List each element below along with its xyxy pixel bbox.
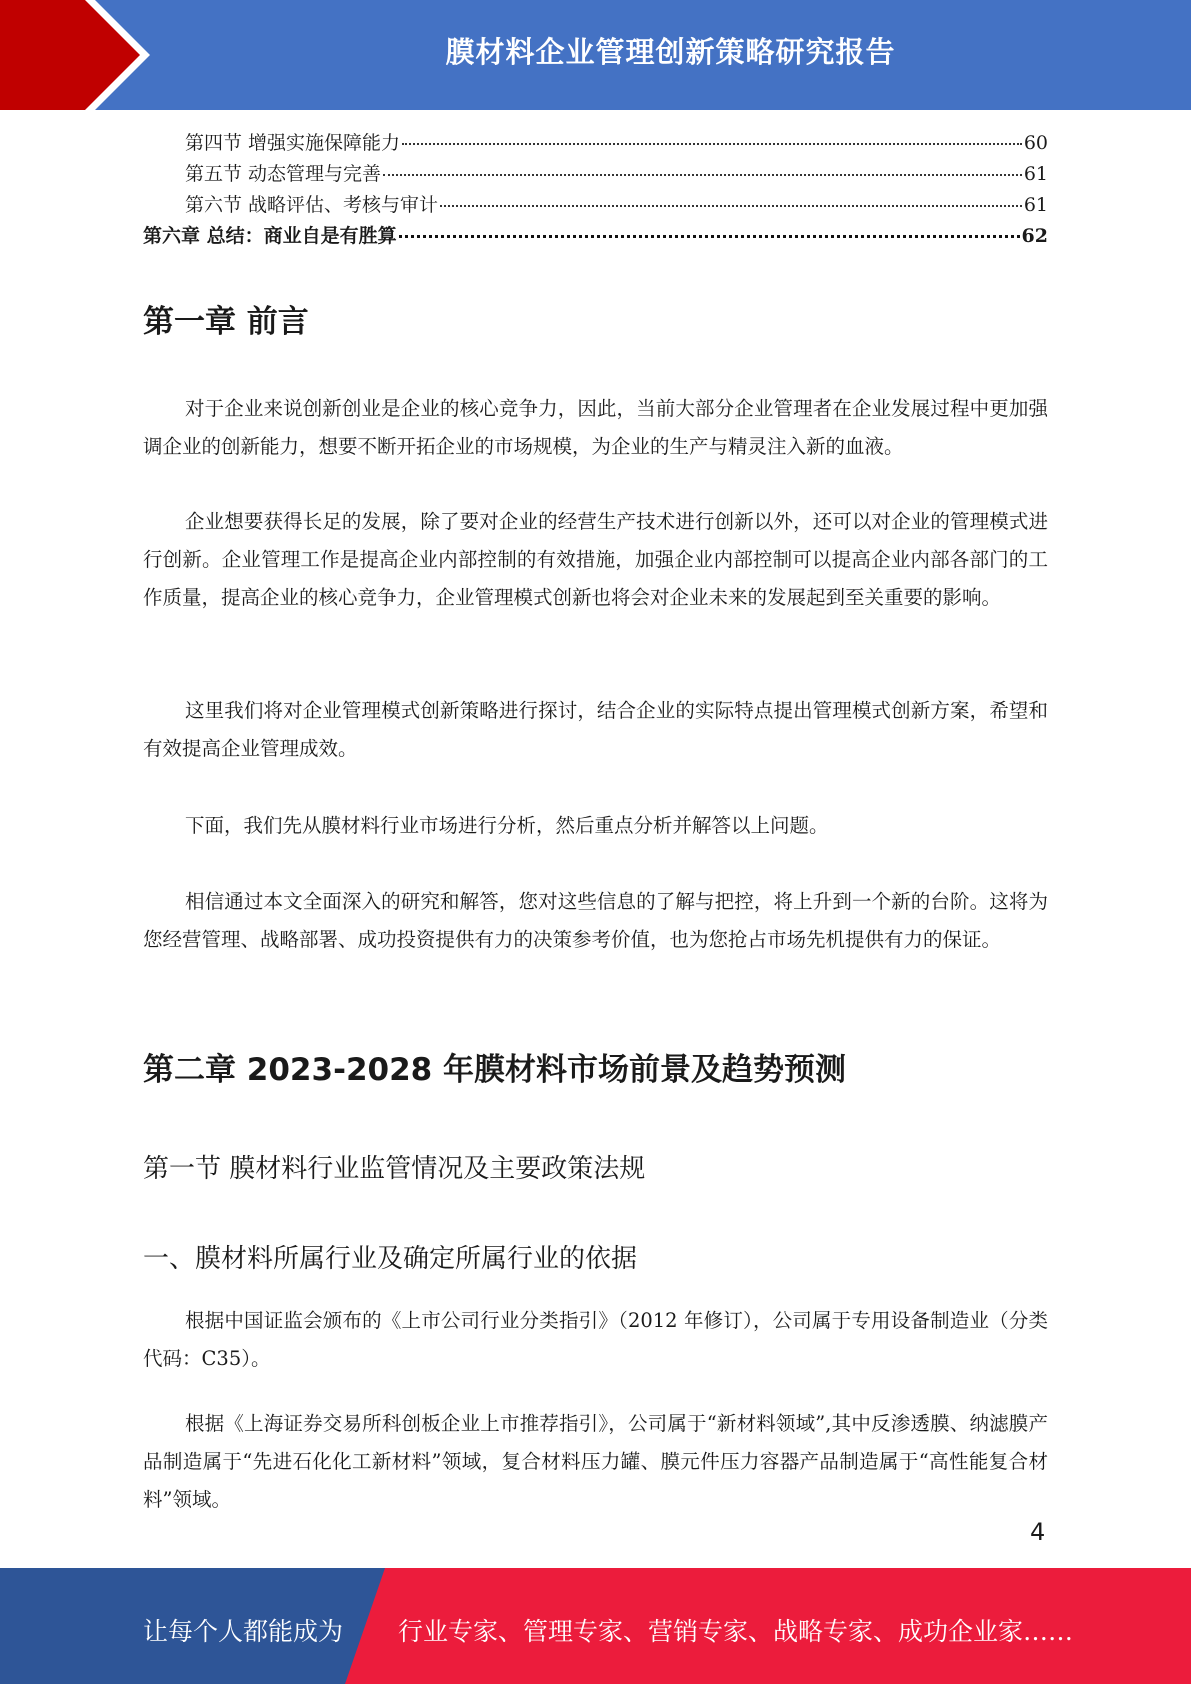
footer-slogan-right: 行业专家、管理专家、营销专家、战略专家、成功企业家…… (398, 1617, 1074, 1646)
body-paragraph: 这里我们将对企业管理模式创新策略进行探讨，结合企业的实际特点提出管理模式创新方案，希望和有效提高企业管理成效。 (143, 699, 1048, 760)
header-title: 膜材料企业管理创新策略研究报告 (445, 35, 896, 69)
body-paragraph: 对于企业来说创新创业是企业的核心竞争力，因此，当前大部分企业管理者在企业发展过程中更加强调企业的创新能力，想要不断开拓企业的市场规模，为企业的生产与精灵注入新的血液。 (143, 397, 1048, 458)
toc-entry[interactable] (143, 128, 1048, 158)
toc-leader-dots (440, 205, 1022, 207)
toc-entry-text: 第五节 动态管理与完善 (185, 163, 382, 185)
toc-entry[interactable] (143, 159, 1048, 189)
chapter-title: 第二章 2023-2028 年膜材料市场前景及趋势预测 (143, 1052, 847, 1088)
toc-entry-page: 62 (1021, 225, 1048, 247)
page-header (0, 0, 1191, 110)
page-number: 4 (1030, 1518, 1046, 1546)
header-arrow-decoration (0, 0, 160, 110)
section-title: 第一节 膜材料行业监管情况及主要政策法规 (143, 1154, 646, 1184)
footer-slogan-left: 让每个人都能成为 (143, 1617, 344, 1646)
body-paragraph: 下面，我们先从膜材料行业市场进行分析，然后重点分析并解答以上问题。 (185, 814, 829, 837)
subsection-title: 一、膜材料所属行业及确定所属行业的依据 (143, 1244, 638, 1274)
toc-entry-text: 第四节 增强实施保障能力 (185, 132, 401, 154)
toc-leader-dots (399, 235, 1020, 238)
toc-leader-dots (383, 174, 1022, 176)
body-paragraph: 根据《上海证券交易所科创板企业上市推荐指引》，公司属于“新材料领域”,其中反渗透膜、纳滤膜产品制造属于“先进石化化工新材料”领域，复合材料压力罐、膜元件压力容器产品制造属于“高性能复合材料”领域。 (143, 1412, 1048, 1511)
toc-entry-text: 第六节 战略评估、考核与审计 (185, 194, 439, 216)
page-footer (0, 1568, 1191, 1684)
toc-entry-page: 60 (1023, 132, 1048, 154)
toc-entry-chapter[interactable] (143, 221, 1048, 251)
body-paragraph: 根据中国证监会颁布的《上市公司行业分类指引》（2012 年修订），公司属于专用设备制造业（分类代码：C35）。 (143, 1309, 1048, 1370)
toc-entry-text: 第六章 总结：商业自是有胜算 (143, 225, 397, 247)
toc-entry-page: 61 (1023, 194, 1048, 216)
toc-entry-page: 61 (1023, 163, 1048, 185)
toc-leader-dots (402, 143, 1022, 145)
toc-entry[interactable] (143, 190, 1048, 220)
body-paragraph: 相信通过本文全面深入的研究和解答，您对这些信息的了解与把控，将上升到一个新的台阶。这将为您经营管理、战略部署、成功投资提供有力的决策参考价值，也为您抢占市场先机提供有力的保证。 (143, 890, 1048, 951)
body-paragraph: 企业想要获得长足的发展，除了要对企业的经营生产技术进行创新以外，还可以对企业的管理模式进行创新。企业管理工作是提高企业内部控制的有效措施，加强企业内部控制可以提高企业内部各部门的工作质量，提高企业的核心竞争力，企业管理模式创新也将会对企业未来的发展起到至关重要的影响。 (143, 510, 1048, 609)
chapter-title: 第一章 前言 (143, 304, 309, 340)
